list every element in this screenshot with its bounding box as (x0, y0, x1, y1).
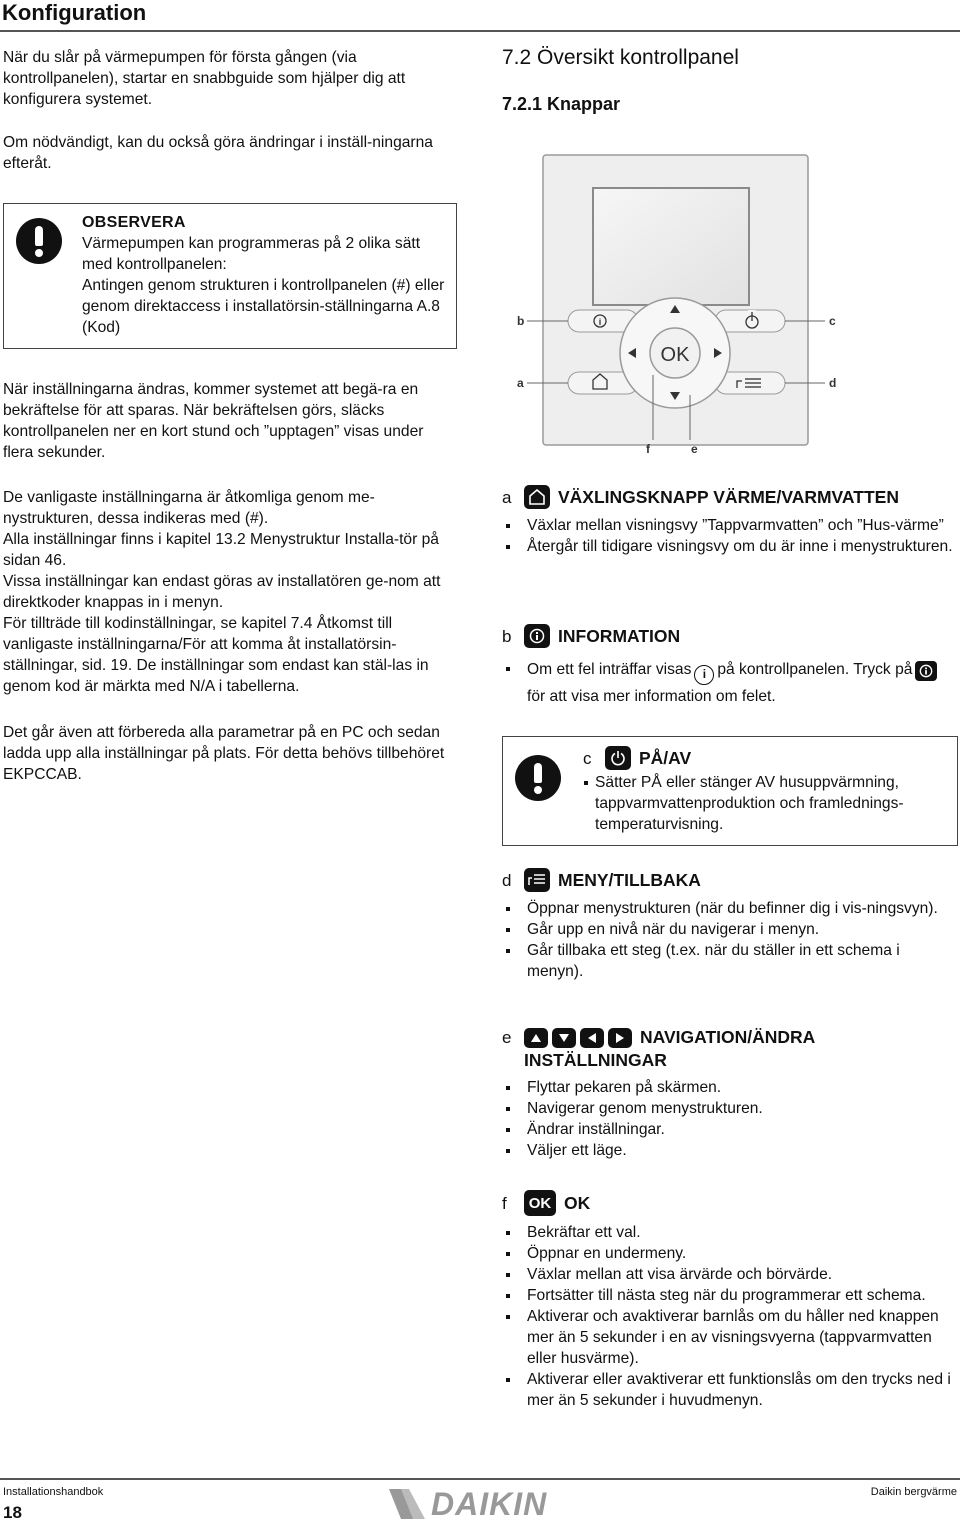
section-a-title: VÄXLINGSKNAPP VÄRME/VARMVATTEN (558, 486, 899, 507)
brand-logo (387, 1487, 547, 1521)
list-item: Flyttar pekaren på skärmen. (502, 1077, 957, 1098)
section-e-title: NAVIGATION/ÄNDRA (640, 1027, 816, 1047)
label-b: b (517, 314, 525, 328)
notice-title: OBSERVERA (82, 214, 186, 231)
section-e (502, 1027, 957, 1161)
section-e-letter: e (502, 1028, 512, 1047)
arrow-down-icon (552, 1028, 576, 1048)
section-e-title-2: INSTÄLLNINGAR (524, 1050, 667, 1070)
control-panel-figure (505, 150, 855, 460)
section-f (502, 1190, 957, 1411)
list-item: Ändrar inställningar. (502, 1119, 957, 1140)
menu-back-icon (524, 868, 550, 892)
page-title: Konfiguration (2, 0, 147, 25)
list-item: Återgår till tidigare visningsvy om du är inne i menystrukturen. (502, 536, 957, 557)
footer-doc-name: Installationshandbok (3, 1486, 104, 1498)
label-e: e (691, 442, 698, 456)
brand-name: DAIKIN (431, 1486, 548, 1522)
label-f: f (646, 442, 650, 456)
list-item: Bekräftar ett val. (502, 1222, 957, 1243)
section-a-letter: a (502, 487, 512, 507)
section-b (502, 624, 957, 708)
home-icon (524, 485, 550, 509)
info-icon (524, 624, 550, 648)
list-item: Öppnar en undermeny. (502, 1243, 957, 1264)
notice-line-1: Värmepumpen kan programmeras på 2 olika sätt med kontrollpanelen: (82, 235, 421, 273)
changes-paragraph: Om nödvändigt, kan du också göra ändringar i inställ-ningarna efteråt. (3, 134, 433, 172)
title-divider (0, 30, 960, 32)
list-item: Öppnar menystrukturen (när du befinner dig i vis-ningsvyn). (502, 898, 957, 919)
info-icon (915, 661, 937, 681)
footer-brand-text: Daikin bergvärme (870, 1486, 957, 1498)
installer-paragraph: Vissa inställningar kan endast göras av installatören ge-nom att direktkoder knappas in i menyn. (3, 573, 441, 611)
list-item: Går upp en nivå när du navigerar i menyn. (502, 919, 957, 940)
section-d-letter: d (502, 870, 512, 890)
label-d: d (829, 376, 837, 390)
confirmation-paragraph: När inställningarna ändras, kommer systemet att begä-ra en bekräftelse för att sparas. När bekräftelsen görs, släcks kontrollpanelen ner en kort stund och ”upptagen” visas under flera sekunder. (3, 381, 424, 461)
label-c: c (829, 314, 836, 328)
pc-paragraph: Det går även att förbereda alla parametrar på en PC och sedan ladda upp alla inställningar på plats. För detta behövs tillbehöret EKPCCAB. (3, 724, 445, 783)
list-item: Väljer ett läge. (502, 1140, 957, 1161)
svg-text:i: i (598, 317, 602, 327)
warning-icon (16, 218, 62, 264)
section-d (502, 868, 957, 982)
section-heading: 7.2 Översikt kontrollpanel (502, 46, 739, 69)
section-b-title: INFORMATION (558, 625, 681, 646)
settings-paragraph: Alla inställningar finns i kapitel 13.2 Menystruktur Installa-tör på sidan 46. (3, 531, 439, 569)
footer-divider (0, 1478, 960, 1480)
warning-icon (515, 755, 561, 801)
subsection-heading: 7.2.1 Knappar (502, 94, 621, 114)
arrow-left-icon (580, 1028, 604, 1048)
intro-paragraph: När du slår på värmepumpen för första gången (via kontrollpanelen), startar en snabbguide som hjälper dig att konfigurera systemet. (3, 49, 406, 108)
section-c-text: Sätter PÅ eller stänger AV husuppvärmning, tappvarmvattenproduktion och framlednings-temperaturvisning. (583, 772, 953, 835)
list-item: Aktiverar och avaktiverar barnlås om du håller ned knappen mer än 5 sekunder i en av visningsvyerna (tappvarmvatten eller husvärme). (502, 1306, 957, 1369)
list-item: Fortsätter till nästa steg när du programmerar ett schema. (502, 1285, 957, 1306)
power-icon (605, 746, 631, 770)
section-a (502, 485, 957, 557)
arrow-right-icon (608, 1028, 632, 1048)
list-item: Aktiverar eller avaktiverar ett funktionslås om den trycks ned i mer än 5 sekunder i huvudmenyn. (502, 1369, 957, 1411)
section-c-letter: c (583, 748, 592, 768)
arrow-up-icon (524, 1028, 548, 1048)
section-f-letter: f (502, 1193, 507, 1213)
section-f-title: OK (564, 1192, 591, 1213)
list-item: Växlar mellan visningsvy ”Tappvarmvatten” och ”Hus-värme” (502, 515, 957, 536)
code-paragraph: För tillträde till kodinställningar, se kapitel 7.4 Åtkomst till vanligaste inställningarna/För att komma åt installatörsin-ställningar, sid. 19. De inställningar som endast kan stäl-las in genom kod är märkta med N/A i tabellerna. (3, 615, 429, 695)
list-item: Navigerar genom menystrukturen. (502, 1098, 957, 1119)
ok-button-label: OK (660, 344, 690, 366)
notice-box (3, 203, 457, 349)
info-icon: i (694, 665, 714, 685)
page-number: 18 (3, 1503, 22, 1522)
list-item: Om ett fel inträffar visas i på kontrollpanelen. Tryck på för att visa mer information om felet. (502, 658, 957, 708)
section-c-title: PÅ/AV (639, 747, 692, 768)
section-d-title: MENY/TILLBAKA (558, 869, 701, 890)
daikin-logo-icon (387, 1487, 427, 1521)
section-c (502, 736, 958, 846)
ok-icon: OK (524, 1190, 556, 1216)
section-b-letter: b (502, 626, 512, 646)
menu-paragraph: De vanligaste inställningarna är åtkomliga genom me-nystrukturen, dessa indikeras med (#). (3, 489, 375, 527)
list-item: Växlar mellan att visa ärvärde och börvärde. (502, 1264, 957, 1285)
list-item: Går tillbaka ett steg (t.ex. när du ställer in ett schema i menyn). (502, 940, 957, 982)
label-a: a (517, 376, 524, 390)
notice-line-2: Antingen genom strukturen i kontrollpanelen (#) eller genom direktaccess i installatörsin-ställningarna A.8 (Kod) (82, 277, 445, 336)
